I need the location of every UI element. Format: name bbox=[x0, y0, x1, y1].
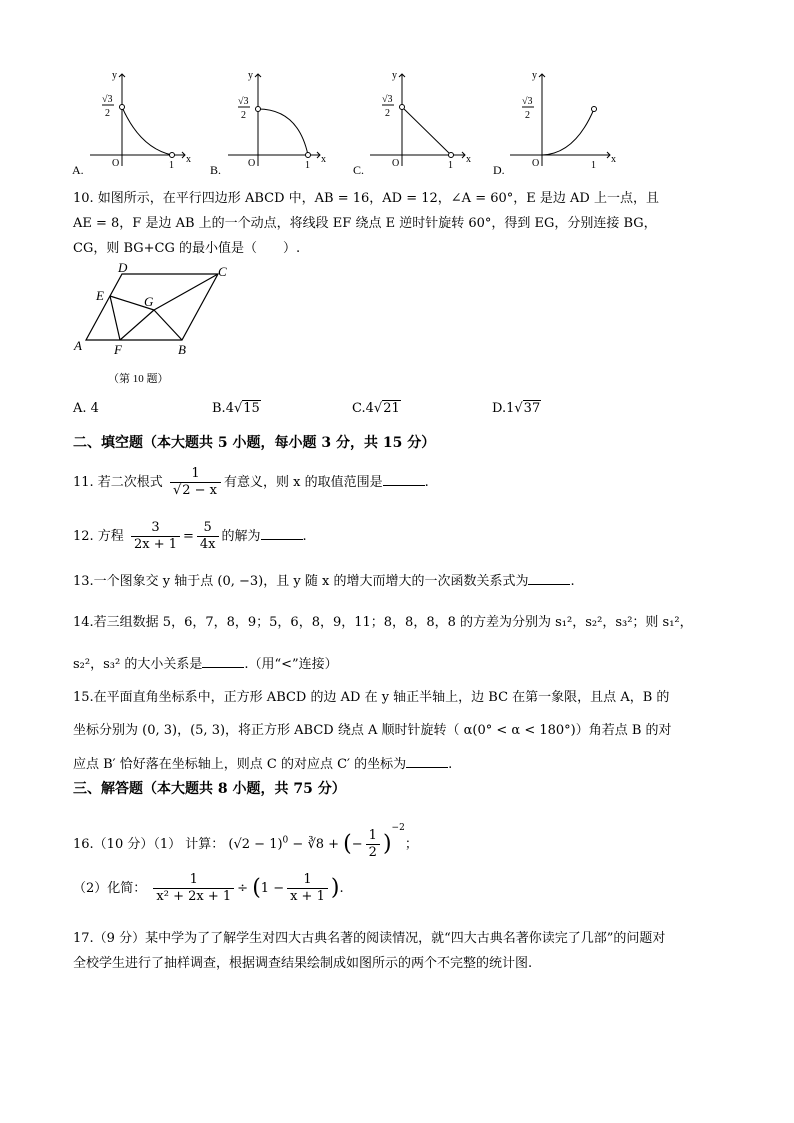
q16-part1-pre: 16.（10 分）（1） 计算： bbox=[73, 837, 225, 852]
q14-line1: 14.若三组数据 5，6，7，8，9；5，6，8，9，11；8，8，8，8 的方差为分别为 s₁²，s₂²，s₃²；则 s₁²， bbox=[73, 615, 693, 630]
q11-num: 1 bbox=[170, 466, 221, 483]
q10-figure bbox=[70, 260, 260, 390]
q17-line2: 全校学生进行了抽样调查，根据调查结果绘制成如图所示的两个不完整的统计图. bbox=[73, 956, 533, 971]
q12-n2: 5 bbox=[197, 520, 219, 537]
graph-a-y: y bbox=[112, 70, 117, 81]
q16-part2-pre: （2）化简： bbox=[73, 881, 147, 896]
section3-heading: 三、解答题（本大题共 8 小题，共 75 分） bbox=[73, 781, 346, 797]
q10-option-c-label: C. bbox=[352, 401, 366, 416]
graph-options-svg bbox=[70, 66, 630, 181]
q16-part2-n: 1 bbox=[153, 872, 234, 889]
q10-line3: CG，则 BG+CG 的最小值是（ ）. bbox=[73, 241, 301, 256]
q10-option-b: B.4√15 bbox=[212, 401, 260, 416]
q13-blank bbox=[528, 572, 570, 585]
q12 bbox=[73, 520, 307, 553]
q16-part2-frac1 bbox=[153, 872, 234, 905]
q10-line2: AE = 8，F 是边 AB 上的一个动点，将线段 EF 绕点 E 逆时针旋转 60°，得到 EG，分别连接 BG， bbox=[73, 216, 657, 231]
q12-frac2 bbox=[197, 520, 219, 553]
q16-part1-frac-d: 2 bbox=[368, 845, 377, 860]
graph-a-two: 2 bbox=[105, 108, 110, 119]
q12-post: 的解为 bbox=[221, 529, 261, 544]
q14-line2 bbox=[73, 655, 338, 674]
q10-label-d: D bbox=[118, 260, 128, 275]
q16-part2-div: ÷ bbox=[237, 881, 249, 896]
graph-b-one: 1 bbox=[305, 160, 310, 171]
q16-part2-d2: x + 1 bbox=[290, 889, 325, 904]
graph-a-one: 1 bbox=[169, 160, 174, 171]
q10-option-d: D.1√37 bbox=[492, 401, 541, 416]
q16-part2-frac2 bbox=[287, 872, 328, 905]
q17-line1: 17.（9 分）某中学为了了解学生对四大古典名著的阅读情况，就“四大古典名著你读完了几部”的问题对 bbox=[73, 931, 666, 946]
q10-label-e: E bbox=[96, 288, 104, 303]
q11-fraction bbox=[170, 466, 221, 499]
q16-part1: 16.（10 分）（1） 计算： $(√2 - 1)^0$ − ∛8 + (− $\frac{1}{2}$ )$^{-2}$； bbox=[73, 823, 418, 860]
q16-part1-expr-b: − ∛8 + bbox=[292, 837, 340, 852]
q16-part1-end: ； bbox=[404, 837, 418, 852]
q10-label-c: C bbox=[218, 264, 227, 279]
q16-part1-expr-a: (√2 − 1) bbox=[228, 837, 283, 852]
graph-b-x: x bbox=[321, 154, 326, 165]
option-label-c: C. bbox=[353, 163, 365, 177]
q14-line2-end: .（用“<”连接） bbox=[244, 657, 338, 672]
q15-line3-text: 应点 B′ 恰好落在坐标轴上，则点 C 的对应点 C′ 的坐标为 bbox=[73, 757, 407, 772]
q10-label-f: F bbox=[114, 342, 122, 357]
graph-c-o: O bbox=[392, 158, 400, 169]
graph-b-two: 2 bbox=[241, 110, 246, 121]
option-label-d: D. bbox=[493, 163, 505, 177]
q10-label-g: G bbox=[144, 294, 154, 309]
q10-option-c: C.4√21 bbox=[352, 401, 400, 416]
q10-label-b: B bbox=[178, 342, 186, 357]
option-label-b: B. bbox=[210, 163, 222, 177]
q12-n1: 3 bbox=[131, 520, 180, 537]
q11-blank bbox=[383, 473, 425, 486]
q11-pre: 11. 若二次根式 bbox=[73, 475, 163, 490]
q15-line3 bbox=[73, 755, 452, 774]
graph-a-sqrt3: √3 bbox=[102, 94, 113, 105]
q10-option-d-label: D. bbox=[492, 401, 507, 416]
q15-end: . bbox=[448, 757, 453, 772]
q10-option-c-rad: 21 bbox=[383, 401, 400, 416]
q10-option-d-coef: 1 bbox=[506, 401, 515, 416]
q16-paren-open: ( bbox=[343, 831, 352, 857]
q12-pre: 12. 方程 bbox=[73, 529, 124, 544]
q16-part2-paren-close: ) bbox=[330, 875, 340, 901]
q11 bbox=[73, 466, 429, 499]
q10-option-d-rad: 37 bbox=[523, 401, 541, 416]
q16-part1-exp2: −2 bbox=[391, 823, 405, 833]
q10-option-b-label: B. bbox=[212, 401, 226, 416]
q13-end: . bbox=[570, 574, 575, 589]
graph-d-y: y bbox=[532, 70, 537, 81]
graph-b-o: O bbox=[248, 158, 256, 169]
q16-paren-close: ) bbox=[382, 831, 392, 857]
q12-d1: 2x + 1 bbox=[133, 537, 177, 552]
q16-part2-inner: 1 − bbox=[260, 881, 285, 896]
q16-part1-exp0: 0 bbox=[282, 835, 289, 846]
graph-d-sqrt3: √3 bbox=[522, 96, 533, 107]
option-label-a: A. bbox=[72, 163, 84, 177]
q11-den-wrap: √2 − x bbox=[172, 483, 218, 498]
q10-label-a: A bbox=[74, 338, 82, 353]
q10-caption: （第 10 题） bbox=[108, 373, 169, 385]
q13-text: 13.一个图象交 y 轴于点 (0, −3)，且 y 随 x 的增大而增大的一次函数关系式为 bbox=[73, 574, 529, 589]
q15-line1: 15.在平面直角坐标系中，正方形 ABCD 的边 AD 在 y 轴正半轴上，边 BC 在第一象限，且点 A，B 的 bbox=[73, 690, 670, 705]
graph-b-y: y bbox=[248, 70, 253, 81]
graph-options bbox=[70, 66, 630, 181]
q10-figure-svg bbox=[70, 260, 260, 390]
q10-option-a: A. 4 bbox=[73, 401, 99, 416]
section2-heading: 二、填空题（本大题共 5 小题，每小题 3 分，共 15 分） bbox=[73, 435, 436, 451]
q11-post: 有意义，则 x 的取值范围是 bbox=[224, 475, 383, 490]
graph-c-y: y bbox=[392, 70, 397, 81]
graph-b-sqrt3: √3 bbox=[238, 96, 249, 107]
q16-part2-n2: 1 bbox=[287, 872, 328, 889]
q10-option-b-coef: 4 bbox=[225, 401, 234, 416]
graph-c-x: x bbox=[466, 154, 471, 165]
q10-option-b-rad: 15 bbox=[243, 401, 260, 416]
graph-a-o: O bbox=[112, 158, 120, 169]
q10-line1: 10. 如图所示，在平行四边形 ABCD 中，AB = 16，AD = 12，∠A = 60°，E 是边 AD 上一点，且 bbox=[73, 191, 659, 206]
q14-blank bbox=[202, 655, 244, 668]
q16-part1-frac bbox=[366, 828, 380, 861]
q12-end: . bbox=[302, 529, 307, 544]
q13 bbox=[73, 572, 575, 591]
q14-line2-text: s₂²，s₃² 的大小关系是 bbox=[73, 657, 203, 672]
q12-blank bbox=[261, 527, 303, 540]
q15-blank bbox=[406, 755, 448, 768]
q15-line2: 坐标分别为 (0, 3)，(5, 3)，将正方形 ABCD 绕点 A 顺时针旋转（ α(0° < α < 180°)）角若点 B 的对 bbox=[73, 723, 672, 738]
q11-end: . bbox=[424, 475, 429, 490]
graph-d-x: x bbox=[611, 154, 616, 165]
graph-c-one: 1 bbox=[448, 160, 453, 171]
q16-part1-frac-n: 1 bbox=[366, 828, 380, 845]
q12-eq: = bbox=[182, 529, 194, 544]
q11-den: 2 − x bbox=[182, 483, 218, 498]
q16-part2-d: x² + 2x + 1 bbox=[156, 889, 232, 904]
q16-part2-paren-open: ( bbox=[252, 875, 261, 901]
q10-option-c-coef: 4 bbox=[365, 401, 374, 416]
graph-c-two: 2 bbox=[385, 108, 390, 119]
graph-d-one: 1 bbox=[591, 160, 596, 171]
q12-frac1 bbox=[131, 520, 180, 553]
graph-c-sqrt3: √3 bbox=[382, 94, 393, 105]
q16-part2-end: . bbox=[339, 881, 344, 896]
graph-d-o: O bbox=[532, 158, 540, 169]
graph-a-x: x bbox=[186, 154, 191, 165]
q16-part2 bbox=[73, 872, 344, 905]
graph-d-two: 2 bbox=[525, 110, 530, 121]
q12-d2: 4x bbox=[199, 537, 216, 552]
